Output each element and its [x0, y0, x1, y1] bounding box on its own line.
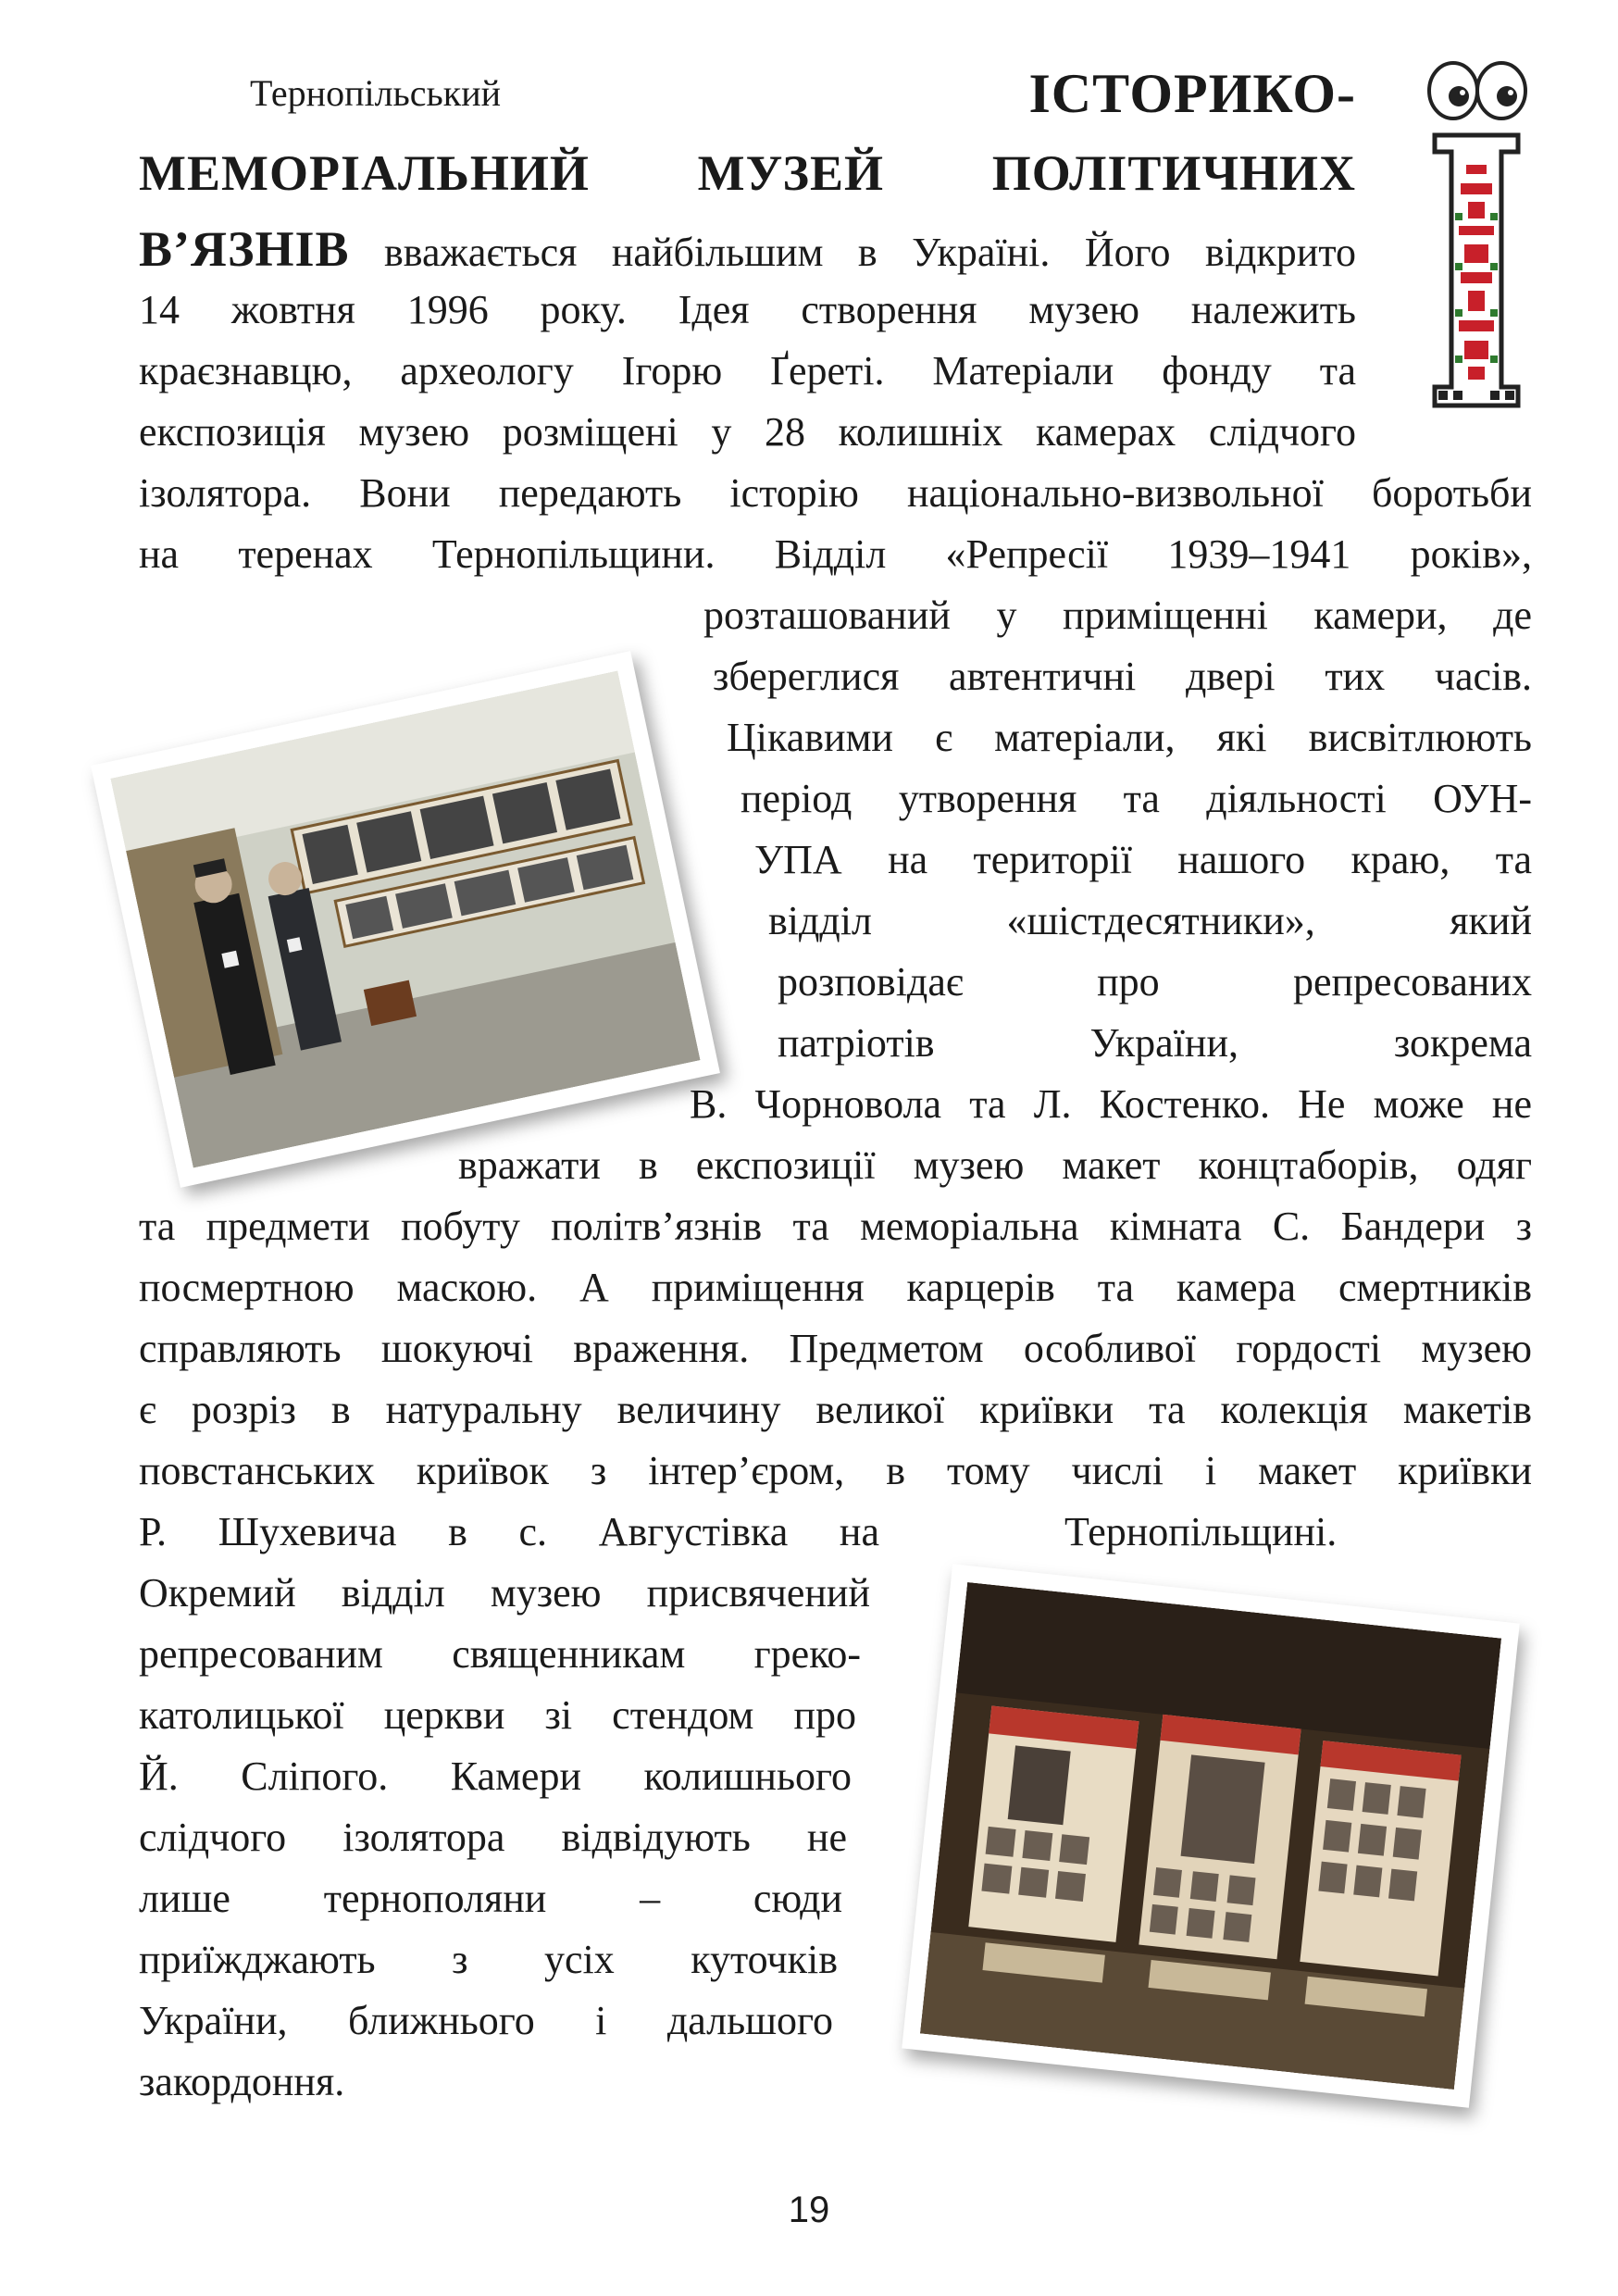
text-line-9: Цікавими є матеріали, які висвітлюють	[727, 715, 1532, 760]
text-line-31: закордоння.	[139, 2059, 345, 2104]
text-line-30: України, ближнього і дальшого	[139, 1998, 833, 2043]
text-line-5: ізолятора. Вони передають історію національно-визвольної боротьби	[139, 470, 1532, 516]
text-line-24: репресованим священникам греко-	[139, 1631, 861, 1677]
text-line-2: 14 жовтня 1996 року. Ідея створення музею належить	[139, 287, 1356, 332]
museum-exhibit-photo-1	[91, 651, 720, 1188]
heading-title-1: ІСТОРИКО-	[1028, 63, 1356, 124]
text-line-13: розповідає про репресованих	[778, 959, 1532, 1004]
text-line-27: слідчого ізолятора відвідують не	[139, 1815, 847, 1860]
heading-word-1: МЕМОРІАЛЬНИЙ	[139, 145, 590, 201]
text-line-23: Окремий відділ музею присвячений	[139, 1570, 870, 1616]
text-line-4: експозиція музею розміщені у 28 колишніх камерах слідчого	[139, 409, 1356, 455]
text-line-12: відділ «шістдесятники», який	[768, 898, 1532, 943]
text-line-17: та предмети побуту політв’язнів та меморіальна кімната С. Бандери з	[139, 1204, 1532, 1249]
text-line-20: є розріз в натуральну величину великої криївки та колекція макетів	[139, 1387, 1532, 1432]
text-line-6: на теренах Тернопільщини. Відділ «Репресії 1939–1941 років»,	[139, 531, 1532, 577]
text-line-18: посмертною маскою. А приміщення карцерів та камера смертників	[139, 1265, 1532, 1310]
heading-word-2: МУЗЕЙ	[697, 145, 885, 201]
heading-word-3: ПОЛІТИЧНИХ	[991, 145, 1356, 201]
heading-title-3: В’ЯЗНІВ	[139, 221, 350, 277]
text-line-22a: Р. Шухевича в с. Августівка на	[139, 1509, 879, 1554]
text-line-3: краєзнавцю, археологу Ігорю Ґереті. Матеріали фонду та	[139, 348, 1356, 393]
text-line-14: патріотів України, зокрема	[778, 1020, 1532, 1066]
heading-line-1	[139, 63, 1356, 124]
text-line-7: розташований у приміщенні камери, де	[703, 593, 1532, 638]
text-line-22b: Тернопільщині.	[1064, 1509, 1338, 1554]
museum-exhibit-photo-2	[902, 1564, 1520, 2108]
text-line-8: збереглися автентичні двері тих часів.	[713, 654, 1532, 699]
drop-cap-letter-icon	[1398, 54, 1555, 443]
page-number: 19	[788, 2190, 830, 2230]
text-line-29: приїжджають з усіх куточків	[139, 1937, 838, 1982]
text-line-25: католицької церкви зі стендом про	[139, 1692, 856, 1738]
text-line-26: Й. Сліпого. Камери колишнього	[139, 1753, 852, 1799]
text-line-16: вражати в експозиції музею макет концтаборів, одяг	[458, 1142, 1532, 1188]
text-line-21: повстанських криївок з інтер’єром, в тому числі і макет криївки	[139, 1448, 1532, 1493]
heading-line-2	[139, 143, 1356, 204]
text-line-11: УПА на території нашого краю, та	[754, 837, 1532, 882]
text-line-15: В. Чорновола та Л. Костенко. Не може не	[690, 1081, 1532, 1127]
text-line-1-rest: вважається найбільшим в Україні. Його відкрито	[349, 230, 1356, 275]
text-line-28: лише тернополяни – сюди	[139, 1876, 842, 1921]
text-line-1	[139, 218, 1356, 280]
text-line-10: період утворення та діяльності ОУН-	[741, 776, 1532, 821]
heading-city: Тернопільський	[250, 72, 502, 114]
text-line-19: справляють шокуючі враження. Предметом особливої гордості музею	[139, 1326, 1532, 1371]
